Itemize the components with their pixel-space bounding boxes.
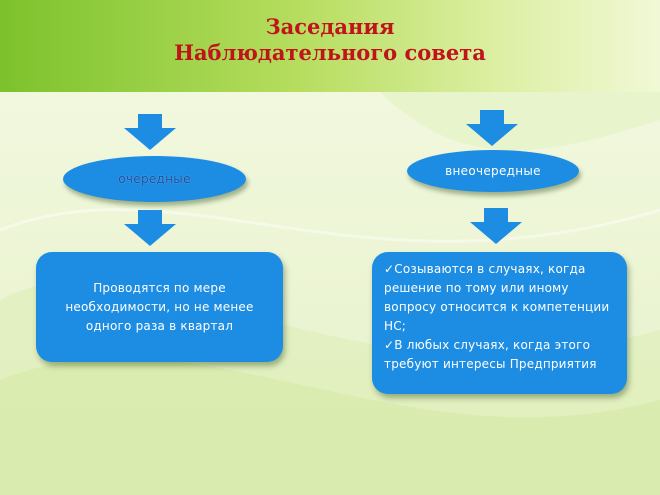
arrow-down-icon — [466, 110, 518, 146]
node-extraordinary-meetings — [407, 150, 579, 192]
title-line-2: Наблюдательного совета — [174, 40, 486, 65]
regular-description-box — [36, 252, 283, 362]
arrow-down-icon — [124, 210, 176, 246]
extraordinary-point-1: ✓Созываются в случаях, когда решение по тому или иному вопросу относится к компетенции НС; — [384, 262, 610, 333]
title-line-1: Заседания — [265, 14, 395, 39]
arrow-down-icon — [470, 208, 522, 244]
extraordinary-point-2: ✓В любых случаях, когда этого требуют интересы Предприятия — [384, 338, 597, 371]
node-extraordinary-label: внеочередные — [445, 164, 541, 178]
extraordinary-description-box — [372, 252, 627, 394]
slide-title — [0, 14, 660, 66]
wave-upper — [380, 92, 660, 150]
wave-highlight — [0, 210, 660, 242]
regular-description-text: Проводятся по мере необходимости, но не менее одного раза в квартал — [65, 280, 254, 333]
node-regular-label: очередные — [118, 172, 191, 186]
arrow-down-icon — [124, 114, 176, 150]
node-regular-meetings — [63, 156, 246, 202]
